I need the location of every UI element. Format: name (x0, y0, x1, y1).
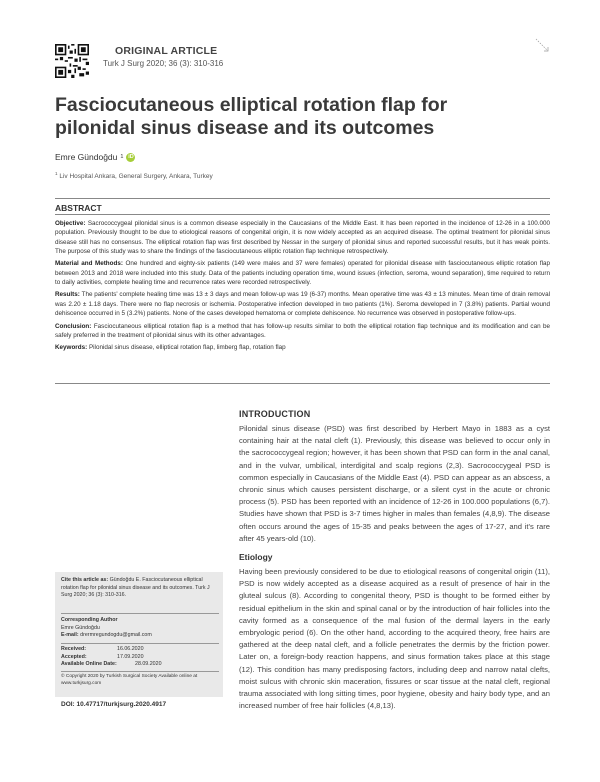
author-line (55, 152, 135, 162)
introduction-heading: INTRODUCTION (239, 409, 311, 419)
cite-box (61, 577, 221, 600)
orcid-icon[interactable]: iD (128, 153, 134, 160)
etiology-heading: Etiology (239, 552, 273, 562)
email-link[interactable]: drermregundogdu@gmail.com (80, 632, 152, 639)
etiology-text: Having been previously considered to be due to etiological reasons of congenital origin (11), PSD is now widely accepted as a disease acquired as a result of presence of hair in the gluteal sulcus (8). According to congenital theory, PSD is thought to be formed either by residual epithelium in the skin and spinal canal or by the introduction of hair follicles into the cavity formed as a consequence of the mal fusion of the dermal layers in the early embryologic period (6). On the other hand, according to the acquired theory, free hairs are gathered at the deep natal cleft, and a follicle penetrates the dermis by the friction power. Later on, a foreign-body reaction happens, and sinus formation takes place at this stage (12). This condition has many predisposing factors, including deep and narrow natal clefts, moist sulcus with chronic skin maceration, fissures or scar tissue at the natal cleft, regional trauma associated with long sitting times, poor hygiene, obesity and hairy body type, and an increased number of free hair follicles (4,8,13). (239, 567, 550, 711)
affiliation (55, 171, 213, 180)
author-affiliation-sup: 1 (120, 154, 124, 160)
cite-text: Gündoğdu E. Fasciocutaneous elliptical rotation flap for pilonidal sinus disease and its outcomes. Turk J Surg 2020; 36 (3): 310-316. (61, 577, 210, 599)
copyright-notice: © Copyright 2020 by Turkish Surgical Society Available online at www.turkjsurg.com (61, 674, 198, 686)
article-type-label: ORIGINAL ARTICLE (115, 45, 218, 57)
page-corner-icon (535, 38, 549, 52)
corresponding-author (61, 617, 221, 640)
journal-citation: Turk J Surg 2020; 36 (3): 310-316 (103, 59, 224, 68)
abstract-heading: ABSTRACT (55, 203, 102, 213)
sidebar-rule (61, 643, 219, 644)
introduction-text: Pilonidal sinus disease (PSD) was first described by Herbert Mayo in 1883 as a cyst containing hair at the natal cleft (1). Previously, this disease was believed to occur only in the sacrococcygeal region; however, it has been shown that PSD can form in the anal canal, and in the vulvar, umbilical, interdigital and scalp regions (2,3). Sacrococcygeal PSD is common especially in Caucasians of the Middle East (4). PSD can appear as an abscess, a chronic sinus which causes persistent discharge, or a silent cyst in the acute or chronic process (5). PSD has been reported with an incidence of 12-26 in 100.000 populations (6,7). Studies have shown that PSD is 3-7 times higher in males than females (4,8,9). The disease often occurs around the ages of 15-35 and peaks between the ages of 17-27, and it's rare after 45 years-old (10). (239, 424, 550, 543)
sidebar-rule (61, 613, 219, 614)
article-dates (61, 646, 221, 669)
abstract-methods: Material and Methods: One hundred and eighty-six patients (149 were males and 37 were females) operated for pilonidal disease with fasciocutaneous elliptic rotation flap between 2013 and 2018 were included into this study. Data of the patients including operation time, wound issues (infection, seroma, wound separation), time required to return to daily activities, complete healing time and recurrence rates were recorded retrospectively. (55, 260, 550, 286)
qr-code-icon (55, 44, 89, 78)
date-accepted: Accepted: 17.09.2020 (61, 653, 144, 660)
abstract-conclusion: Conclusion: Fasciocutaneous elliptical rotation flap is a method that has follow-up results similar to both the elliptical rotation flap technique and its modification and can be safely preferred in the treatment of pilonidal sinus with its other advantages. (55, 322, 551, 339)
abstract-body (55, 219, 550, 356)
date-received: Received: 16.06.2020 (61, 646, 144, 652)
sidebar-rule (61, 671, 219, 672)
date-online: Available Online Date: 28.09.2020 (61, 661, 162, 668)
affiliation-text: Liv Hospital Ankara, General Surgery, Ankara, Turkey (59, 173, 213, 181)
doi[interactable]: DOI: 10.47717/turkjsurg.2020.4917 (61, 701, 167, 708)
abstract-bottom-rule (55, 383, 550, 384)
abstract-results: Results: The patients' complete healing time was 13 ± 3 days and mean follow-up was 19 (6-37) months. Mean operative time was 43 ± 13 minutes. Mean time of drain removal was 2.20 ± 1.18 days. There were no flap necrosis or ischemia. Postoperative infection developed in two patients (1%). Seroma developed in 7 (3.8%) patients. Partial wound dehiscence occurred in 5 (3.2%) patients. None of the cases developed hematoma or complete dehiscence. No recurrence was observed in postoperative follow-ups. (55, 291, 550, 318)
abstract-top-rule (55, 198, 550, 199)
article-title: Fasciocutaneous elliptical rotation flap for pilonidal sinus disease and its outcomes (55, 94, 448, 139)
email-label: E-mail: (61, 632, 79, 639)
abstract-keywords: Keywords: Pilonidal sinus disease, elliptical rotation flap, limberg flap, rotation flap (55, 344, 286, 352)
abstract-objective: Objective: Sacrococcygeal pilonidal sinus is a common disease especially in the Caucasians of the Middle East. It has been reported in the incidence of 12-26 in a 100.000 population. Previously thought to be due to etiological reasons of congenital origin, it is now widely accepted as an acquired disease. The optimal treatment for pilonidal sinus disease still has no consensus. The elliptical rotation flap was first described by Nessar in the surgery of pilonidal sinus and reported successful results, but it has weak points. The purpose of this study was to share the findings of the fasciocutaneous elliptic rotation flap technique retrospectively. (55, 220, 551, 255)
corresponding-name: Emre Gündoğdu (61, 624, 100, 631)
affiliation-sup: 1 (55, 171, 58, 176)
cite-label: Cite this article as: (61, 577, 109, 583)
corresponding-heading: Corresponding Author (61, 617, 118, 623)
author-name: Emre Gündoğdu (55, 152, 118, 162)
abstract-heading-rule (55, 214, 550, 215)
